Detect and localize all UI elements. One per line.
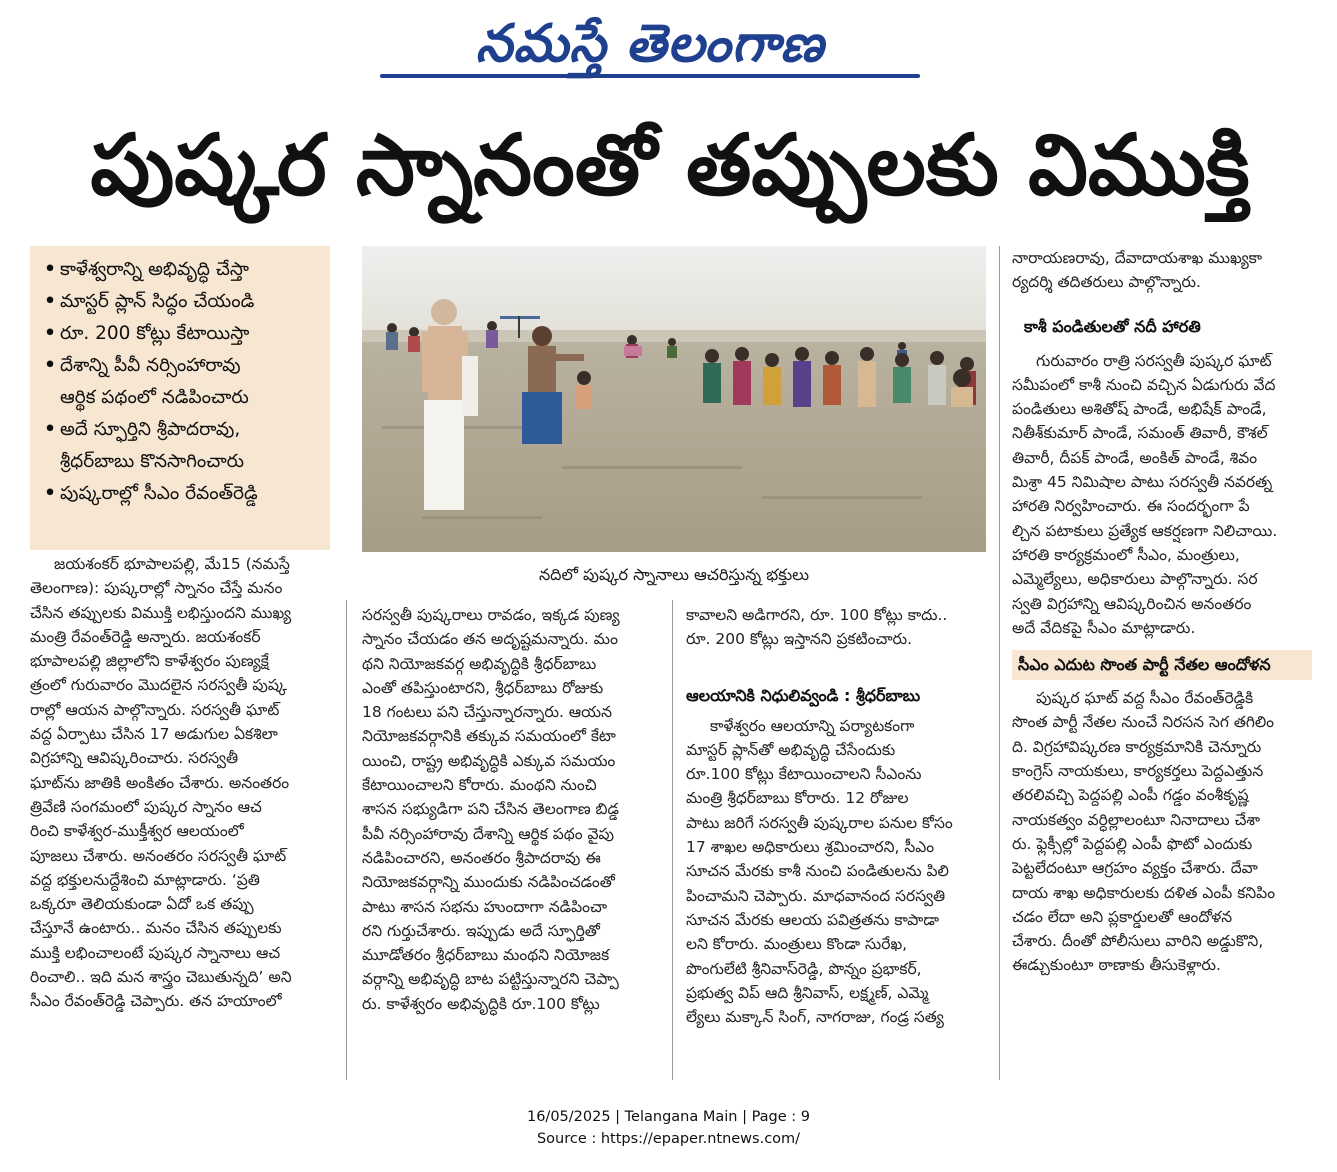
text-line: 17 శాఖల అధికారులు శ్రమించారని, సీఎం <box>686 838 935 857</box>
bullet-icon: • <box>44 355 56 376</box>
bullet-icon: • <box>44 419 56 440</box>
text-line: ముక్తి లభించాలంటే పుష్కర స్నానాలు ఆచ <box>30 943 281 962</box>
text-line: చేస్తూనే ఉంటారు.. మనం చేసిన తప్పులకు <box>30 919 282 938</box>
text-line: రించి కాళేశ్వర-ముక్తీశ్వర ఆలయంలో <box>30 822 244 841</box>
text-line: త్రివేణి సంగమంలో పుష్కర స్నానం ఆచ <box>30 797 262 816</box>
text-line: సూచన మేరకు కాశీ నుంచి పండితులను పిలి <box>686 862 949 881</box>
text-line: స్నానం చేయడం తన అదృష్టమన్నారు. మం <box>362 630 618 649</box>
text-line: ది. విగ్రహావిష్కరణ కార్యక్రమానికి చెన్నూరు <box>1012 737 1262 756</box>
text-line: చడం లేదా అని ప్లకార్డులతో ఆందోళన <box>1012 907 1233 926</box>
text-line: థని నియోజకవర్గ అభివృద్ధికి శ్రీధర్‌బాబు <box>362 654 597 673</box>
column-4-intro <box>1012 246 1312 295</box>
article-column-2 <box>362 603 662 1016</box>
bullet-icon: • <box>44 291 56 312</box>
text-line: పొంగులేటి శ్రీనివాస్‌రెడ్డి, పొన్నం ప్రభాకర్, <box>686 959 922 978</box>
text-line: అదే వేదికపై సీఎం మాట్లాడారు. <box>1012 618 1196 637</box>
edition-info: 16/05/2025 | Telangana Main | Page : 9 <box>526 1109 811 1125</box>
text-line: రు. ఫ్లెక్సీల్లో పెద్దపల్లి ఎంపీ ఫొటో ఎందుకు <box>1012 834 1253 853</box>
subheading-party-protest: సీఎం ఎదుట సొంత పార్టీ నేతల ఆందోళన <box>1012 650 1312 680</box>
text-line: గురువారం రాత్రి సరస్వతీ పుష్కర ఘాట్ <box>1036 351 1272 370</box>
text-line: సమీపంలో కాశీ నుంచి వచ్చిన ఏడుగురు వేద <box>1012 375 1276 394</box>
text-line: పెట్టలేదంటూ ఆగ్రహం వ్యక్తం చేశారు. దేవా <box>1012 859 1258 878</box>
article-photo <box>362 246 986 552</box>
text-line: ఘాట్‌ను జాతికి అంకితం చేశారు. అనంతరం <box>30 773 290 792</box>
text-line: రని గుర్తుచేశారు. ఇప్పుడు అదే స్ఫూర్తితో <box>362 921 600 940</box>
highlight-item <box>30 478 330 510</box>
text-line: కాళేశ్వరం ఆలయాన్ని పర్యాటకంగా <box>710 716 915 735</box>
text-line: నాయకత్వం వర్ధిల్లాలంటూ నినాదాలు చేశా <box>1012 810 1261 829</box>
text-line: ల్యేలు మక్కాన్ సింగ్, నాగరాజు, గండ్ర సత్య <box>686 1008 944 1027</box>
text-line: మిశ్రా 45 నిమిషాల పాటు సరస్వతీ నవరత్న <box>1012 473 1273 492</box>
page-footer <box>0 1106 1337 1150</box>
text-line: పాటు శాసన సభను హుందాగా నడిపించా <box>362 897 608 916</box>
text-line: తరలివచ్చి పెద్దపల్లి ఎంపీ గడ్డం వంశీకృష్ణ <box>1012 786 1249 805</box>
article-column-3 <box>686 603 986 1029</box>
highlight-item <box>30 254 330 286</box>
text-line: జయశంకర్ భూపాలపల్లి, మే15 (నమస్తే <box>54 555 290 573</box>
text-line: లని కోరారు. మంత్రులు కొండా సురేఖ, <box>686 935 908 954</box>
text-line: సూచన మేరకు ఆలయ పవిత్రతను కాపాడా <box>686 910 940 929</box>
text-line: రూ. 200 కోట్లు ఇస్తానని ప్రకటించారు. <box>686 630 913 649</box>
highlight-text: పుష్కరాల్లో సీఎం రేవంత్‌రెడ్డి <box>60 483 258 504</box>
river-bathing-photo <box>362 246 986 552</box>
text-line: శాసన సభ్యుడిగా పని చేసిన తెలంగాణ బిడ్డ <box>362 800 619 819</box>
newspaper-masthead <box>340 8 960 80</box>
highlight-text: శ్రీధర్‌బాబు కొనసాగించారు <box>60 451 245 472</box>
article-column-4 <box>1012 246 1312 978</box>
column-4-body-2 <box>1012 686 1312 978</box>
text-line: తివారీ, దీపక్ పాండే, అంకిత్ పాండే, శివం <box>1012 448 1258 467</box>
text-line: సరస్వతీ పుష్కరాలు రావడం, ఇక్కడ పుణ్య <box>362 606 620 624</box>
highlight-text: అదే స్ఫూర్తిని శ్రీపాదరావు, <box>60 419 241 440</box>
photo-caption: నదిలో పుష్కర స్నానాలు ఆచరిస్తున్న భక్తులు <box>538 565 810 584</box>
text-line: మంత్రి రేవంత్‌రెడ్డి అన్నారు. జయశంకర్ <box>30 627 261 646</box>
text-line: 18 గంటలు పని చేస్తున్నారన్నారు. ఆయన <box>362 703 612 722</box>
highlights-box <box>30 246 330 550</box>
text-line: పాటు జరిగే సరస్వతీ పుష్కరాల పనుల కోసం <box>686 813 953 832</box>
highlight-text: ఆర్థిక పథంలో నడిపించారు <box>60 387 249 408</box>
highlight-item <box>30 286 330 318</box>
text-line: నియోజకవర్గానికి తక్కువ సమయంలో కేటా <box>362 727 616 746</box>
text-line: ఎమ్మెల్యేలు, అధికారులు పాల్గొన్నారు. సర <box>1012 570 1258 589</box>
text-line: ప్రభుత్వ విప్ ఆది శ్రీనివాస్, లక్ష్మణ్, ఎమ్మె <box>686 983 929 1002</box>
text-line: త్రంలో గురువారం మొదలైన సరస్వతీ పుష్క <box>30 676 288 695</box>
text-line: హారతి కార్యక్రమంలో సీఎం, మంత్రులు, <box>1012 545 1240 564</box>
text-line: ఒక్కరూ తెలియకుండా ఏదో ఒక తప్పు <box>30 895 254 914</box>
highlight-text: మాస్టర్ ప్లాన్ సిద్ధం చేయండి <box>60 291 255 312</box>
text-line: రు. కాళేశ్వరం అభివృద్ధికి రూ.100 కోట్లు <box>362 994 600 1013</box>
highlight-item <box>30 318 330 350</box>
highlight-item <box>30 350 330 382</box>
text-line: ర్యదర్శి తదితరులు పాల్గొన్నారు. <box>1012 273 1201 292</box>
text-line: వద్ద ఏర్పాటు చేసిన 17 అడుగుల ఏకశిలా <box>30 725 278 744</box>
masthead-title: నమస్తే తెలంగాణ <box>475 14 825 74</box>
subheading-kashi-pandits: కాశీ పండితులతో నదీ హారతి <box>1024 316 1201 336</box>
column-divider <box>672 600 673 1080</box>
text-line: మంత్రి శ్రీధర్‌బాబు కోరారు. 12 రోజుల <box>686 789 909 808</box>
text-line: రించాలి.. ఇది మన శాస్త్రం చెబుతున్నది’ అని <box>30 968 292 987</box>
text-line: భూపాలపల్లి జిల్లాలోని కాళేశ్వరం పుణ్యక్షే <box>30 652 269 671</box>
text-line: హారతి నిర్వహించారు. ఈ సందర్భంగా పే <box>1012 497 1250 516</box>
text-line: నితీశ్‌కుమార్ పాండే, సమంత్ తివారీ, కౌశల్ <box>1012 424 1268 443</box>
text-line: ఎంతో తపిస్తుంటారని, శ్రీధర్‌బాబు రోజుకు <box>362 678 604 697</box>
highlight-item <box>30 446 330 478</box>
source-link[interactable]: Source : https://epaper.ntnews.com/ <box>536 1131 801 1147</box>
text-line: ల్చిన పటాకులు ప్రత్యేక ఆకర్షణగా నిలిచాయి. <box>1012 521 1278 540</box>
text-line: వద్ద భక్తులనుద్దేశించి మాట్లాడారు. ‘ప్రతి <box>30 870 260 889</box>
highlight-item <box>30 382 330 414</box>
masthead-underline <box>380 74 920 78</box>
column-3-intro <box>686 603 986 652</box>
column-divider <box>346 600 347 1080</box>
text-line: పండితులు అశితోష్ పాండే, అభిషేక్ పాండే, <box>1012 400 1267 419</box>
text-line: నారాయణరావు, దేవాదాయశాఖ ముఖ్యకా <box>1012 249 1263 267</box>
highlight-text: రూ. 200 కోట్లు కేటాయిస్తా <box>60 323 250 344</box>
highlight-item <box>30 414 330 446</box>
column-4-body-1 <box>1012 349 1312 641</box>
text-line: ఈడ్చుకుంటూ ఠాణాకు తీసుకెళ్లారు. <box>1012 956 1221 975</box>
text-line: నడిపించారని, అనంతరం శ్రీపాదరావు ఈ <box>362 848 601 867</box>
column-3-body <box>686 714 986 1030</box>
subheading-temple-funds: ఆలయానికి నిధులివ్వండి : శ్రీధర్‌బాబు <box>686 685 921 705</box>
text-line: నియోజకవర్గాన్ని ముందుకు నడిపించడంతో <box>362 873 615 892</box>
text-line: సీఎం రేవంత్‌రెడ్డి చెప్పారు. తన హయాంలో <box>30 992 282 1011</box>
text-line: దాయ శాఖ అధికారులకు దళిత ఎంపీ కనిపిం <box>1012 883 1276 902</box>
text-line: చేసిన తప్పులకు విముక్తి లభిస్తుందని ముఖ్య <box>30 603 292 622</box>
text-line: స్వతి విగ్రహాన్ని ఆవిష్కరించిన అనంతరం <box>1012 594 1252 613</box>
text-line: రాల్లో ఆయన పాల్గొన్నారు. సరస్వతీ ఘాట్ <box>30 700 280 719</box>
bullet-icon: • <box>44 259 56 280</box>
text-line: సొంత పార్టీ నేతల నుంచే నిరసన సెగ తగిలిం <box>1012 713 1275 732</box>
text-line: వర్గాన్ని అభివృద్ధి బాట పట్టిస్తున్నారని చెప్పా <box>362 970 619 989</box>
text-line: తెలంగాణ): పుష్కరాల్లో స్నానం చేస్తే మనం <box>30 579 283 598</box>
text-line: కేటాయించాలని కోరారు. మంథని నుంచి <box>362 776 597 795</box>
text-line: పుష్కర ఘాట్ వద్ద సీఎం రేవంత్‌రెడ్డికి <box>1036 689 1254 708</box>
column-divider <box>999 246 1000 1080</box>
text-line: మూడోతరం శ్రీధర్‌బాబు మంథని నియోజక <box>362 946 610 965</box>
text-line: రూ.100 కోట్లు కేటాయించాలని సీఎంను <box>686 765 922 784</box>
text-line: విగ్రహాన్ని ఆవిష్కరించారు. సరస్వతీ <box>30 749 239 768</box>
text-line: కావాలని అడిగారని, రూ. 100 కోట్లు కాదు.. <box>686 606 948 624</box>
bullet-icon: • <box>44 323 56 344</box>
text-line: కాంగ్రెస్ నాయకులు, కార్యకర్తలు పెద్దఎత్తున <box>1012 762 1264 781</box>
article-headline: పుష్కర స్నానంతో తప్పులకు విముక్తి <box>90 116 1250 214</box>
text-line: పీవీ నర్సింహారావు దేశాన్ని ఆర్థిక పథం వైపు <box>362 824 615 843</box>
article-column-1 <box>30 552 332 1014</box>
text-line: మాస్టర్ ప్లాన్‌తో అభివృద్ధి చేసేందుకు <box>686 740 896 759</box>
text-line: యించి, రాష్ట్ర అభివృద్ధికి ఎక్కువ సమయం <box>362 751 616 770</box>
text-line: పించామని చెప్పారు. మాధవానంద సరస్వతి <box>686 886 946 905</box>
highlight-text: కాళేశ్వరాన్ని అభివృద్ధి చేస్తా <box>60 259 249 280</box>
text-line: పూజలు చేశారు. అనంతరం సరస్వతీ ఘాట్ <box>30 846 287 865</box>
text-line: చేశారు. దీంతో పోలీసులు వారిని అడ్డుకొని, <box>1012 932 1264 951</box>
highlight-text: దేశాన్ని పీవీ నర్సింహారావు <box>60 355 241 376</box>
bullet-icon: • <box>44 483 56 504</box>
